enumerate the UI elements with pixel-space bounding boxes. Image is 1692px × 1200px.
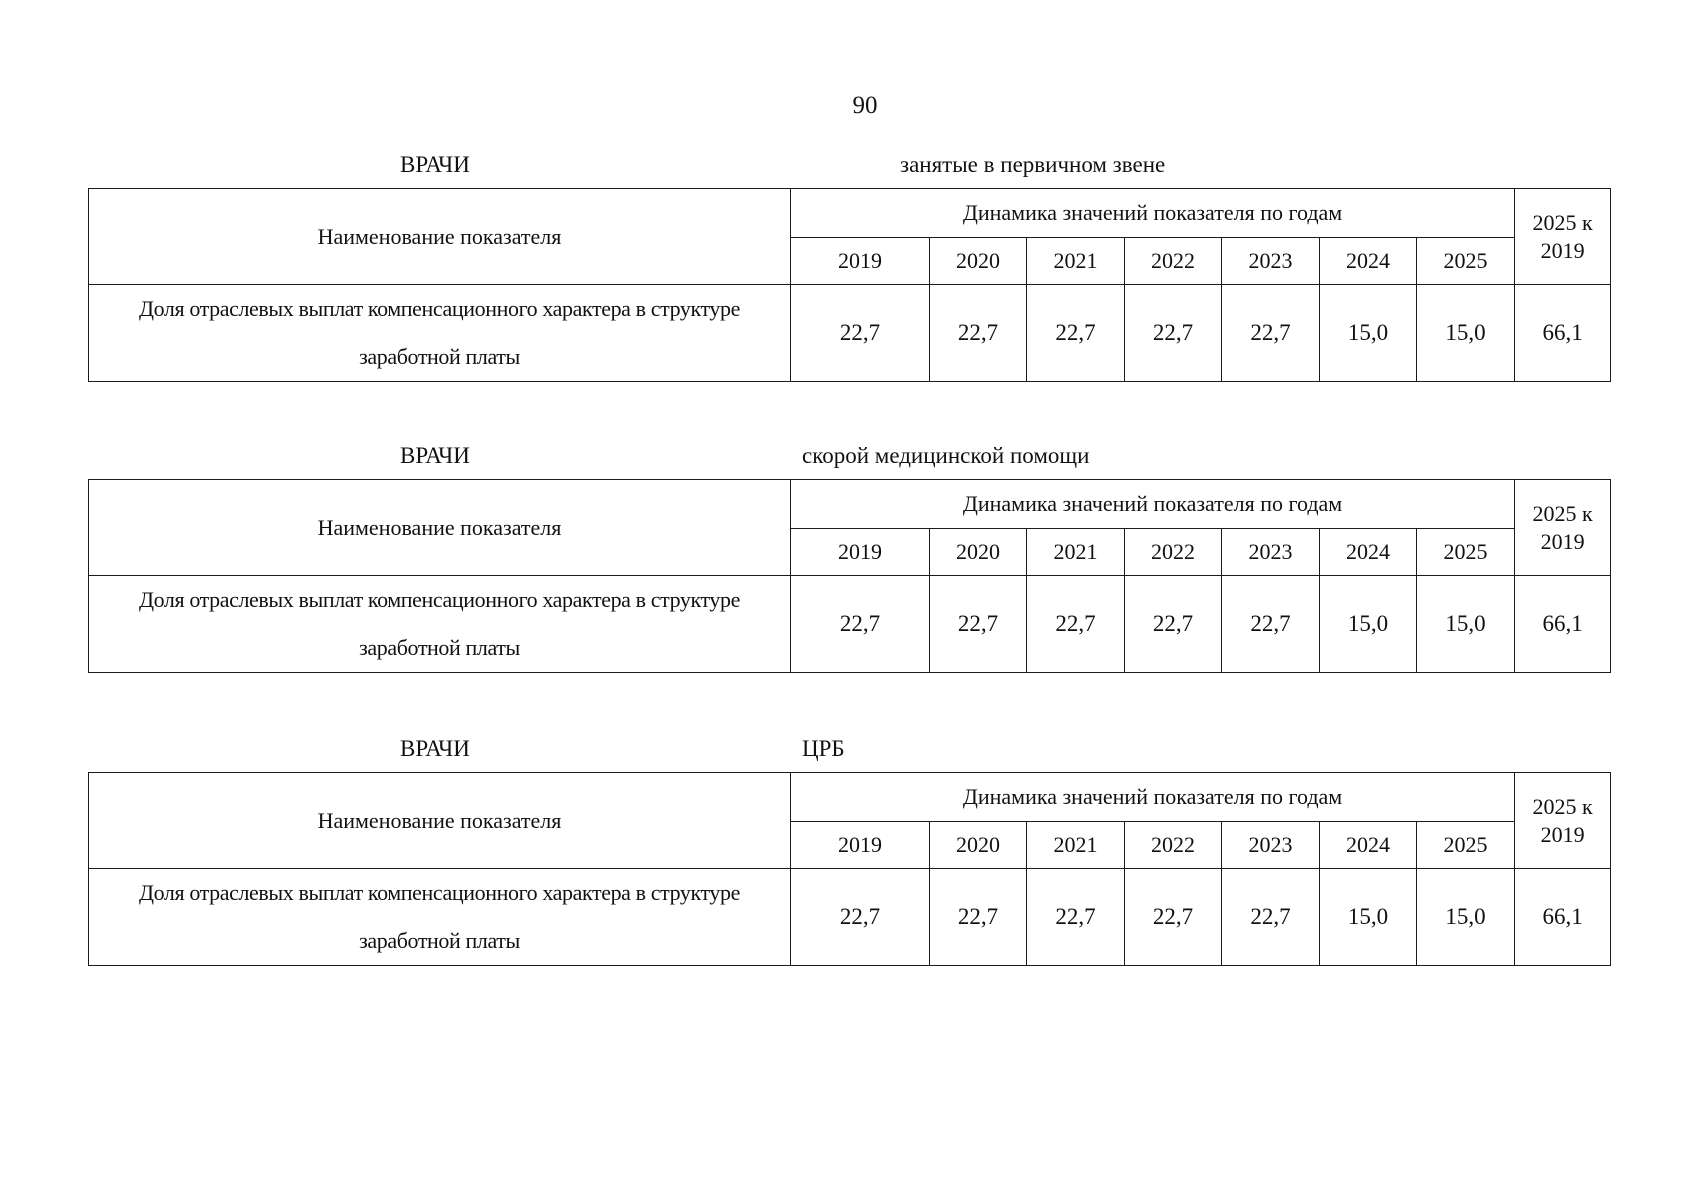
value-2021: 22,7 [1027, 869, 1125, 966]
section-heading [88, 146, 1610, 188]
value-2024: 15,0 [1320, 285, 1417, 382]
table-row [89, 576, 1611, 673]
ratio-header [1515, 480, 1611, 576]
value-2019: 22,7 [791, 576, 930, 673]
ratio-header-line2: 2019 [1540, 237, 1585, 263]
value-2025: 15,0 [1417, 869, 1515, 966]
year-header: 2023 [1222, 529, 1320, 576]
section-ambulance [88, 437, 1610, 673]
indicator-table [88, 188, 1611, 382]
section-subtitle: скорой медицинской помощи [802, 443, 1090, 468]
year-header: 2024 [1320, 529, 1417, 576]
year-header: 2022 [1125, 238, 1222, 285]
indicator-table [88, 772, 1611, 966]
value-2019: 22,7 [791, 869, 930, 966]
year-header: 2025 [1417, 529, 1515, 576]
section-heading [88, 437, 1610, 479]
indicator-table [88, 479, 1611, 673]
value-2022: 22,7 [1125, 576, 1222, 673]
year-header: 2022 [1125, 822, 1222, 869]
section-primary-care [88, 146, 1610, 382]
dynamics-header: Динамика значений показателя по годам [791, 189, 1515, 238]
indicator-name [89, 869, 791, 966]
section-heading [88, 730, 1610, 772]
value-ratio: 66,1 [1515, 285, 1611, 382]
value-2023: 22,7 [1222, 576, 1320, 673]
year-header: 2019 [791, 529, 930, 576]
ratio-header-line1: 2025 к [1532, 793, 1593, 819]
value-2020: 22,7 [930, 285, 1027, 382]
value-2025: 15,0 [1417, 576, 1515, 673]
year-header: 2024 [1320, 822, 1417, 869]
indicator-name-line1: Доля отраслевых выплат компенсационного характера в структуре [139, 880, 740, 905]
year-header: 2019 [791, 238, 930, 285]
year-header: 2021 [1027, 238, 1125, 285]
value-2020: 22,7 [930, 869, 1027, 966]
year-header: 2023 [1222, 238, 1320, 285]
value-2020: 22,7 [930, 576, 1027, 673]
indicator-name-line1: Доля отраслевых выплат компенсационного характера в структуре [139, 587, 740, 612]
indicator-name-line2: заработной платы [359, 928, 520, 953]
year-header: 2020 [930, 238, 1027, 285]
value-2021: 22,7 [1027, 576, 1125, 673]
indicator-name-header: Наименование показателя [89, 480, 791, 576]
indicator-name-line2: заработной платы [359, 635, 520, 660]
table-row [89, 285, 1611, 382]
value-2025: 15,0 [1417, 285, 1515, 382]
year-header: 2023 [1222, 822, 1320, 869]
value-2023: 22,7 [1222, 285, 1320, 382]
year-header: 2025 [1417, 822, 1515, 869]
year-header: 2021 [1027, 529, 1125, 576]
section-crb [88, 730, 1610, 966]
table-row [89, 869, 1611, 966]
indicator-name [89, 576, 791, 673]
value-ratio: 66,1 [1515, 576, 1611, 673]
value-2022: 22,7 [1125, 285, 1222, 382]
ratio-header-line2: 2019 [1540, 821, 1585, 847]
value-2024: 15,0 [1320, 576, 1417, 673]
section-subtitle: ЦРБ [802, 736, 845, 761]
value-2024: 15,0 [1320, 869, 1417, 966]
section-category: ВРАЧИ [400, 736, 470, 761]
value-2021: 22,7 [1027, 285, 1125, 382]
indicator-name-header: Наименование показателя [89, 773, 791, 869]
dynamics-header: Динамика значений показателя по годам [791, 773, 1515, 822]
value-2023: 22,7 [1222, 869, 1320, 966]
value-2022: 22,7 [1125, 869, 1222, 966]
indicator-name-header: Наименование показателя [89, 189, 791, 285]
year-header: 2021 [1027, 822, 1125, 869]
section-category: ВРАЧИ [400, 152, 470, 177]
ratio-header-line1: 2025 к [1532, 500, 1593, 526]
ratio-header [1515, 773, 1611, 869]
year-header: 2020 [930, 822, 1027, 869]
dynamics-header: Динамика значений показателя по годам [791, 480, 1515, 529]
value-2019: 22,7 [791, 285, 930, 382]
indicator-name-line1: Доля отраслевых выплат компенсационного характера в структуре [139, 296, 740, 321]
section-category: ВРАЧИ [400, 443, 470, 468]
year-header: 2024 [1320, 238, 1417, 285]
year-header: 2020 [930, 529, 1027, 576]
ratio-header-line2: 2019 [1540, 528, 1585, 554]
year-header: 2022 [1125, 529, 1222, 576]
indicator-name [89, 285, 791, 382]
year-header: 2019 [791, 822, 930, 869]
ratio-header [1515, 189, 1611, 285]
ratio-header-line1: 2025 к [1532, 209, 1593, 235]
value-ratio: 66,1 [1515, 869, 1611, 966]
section-subtitle: занятые в первичном звене [900, 152, 1166, 177]
page-number: 90 [852, 92, 878, 119]
year-header: 2025 [1417, 238, 1515, 285]
indicator-name-line2: заработной платы [359, 344, 520, 369]
